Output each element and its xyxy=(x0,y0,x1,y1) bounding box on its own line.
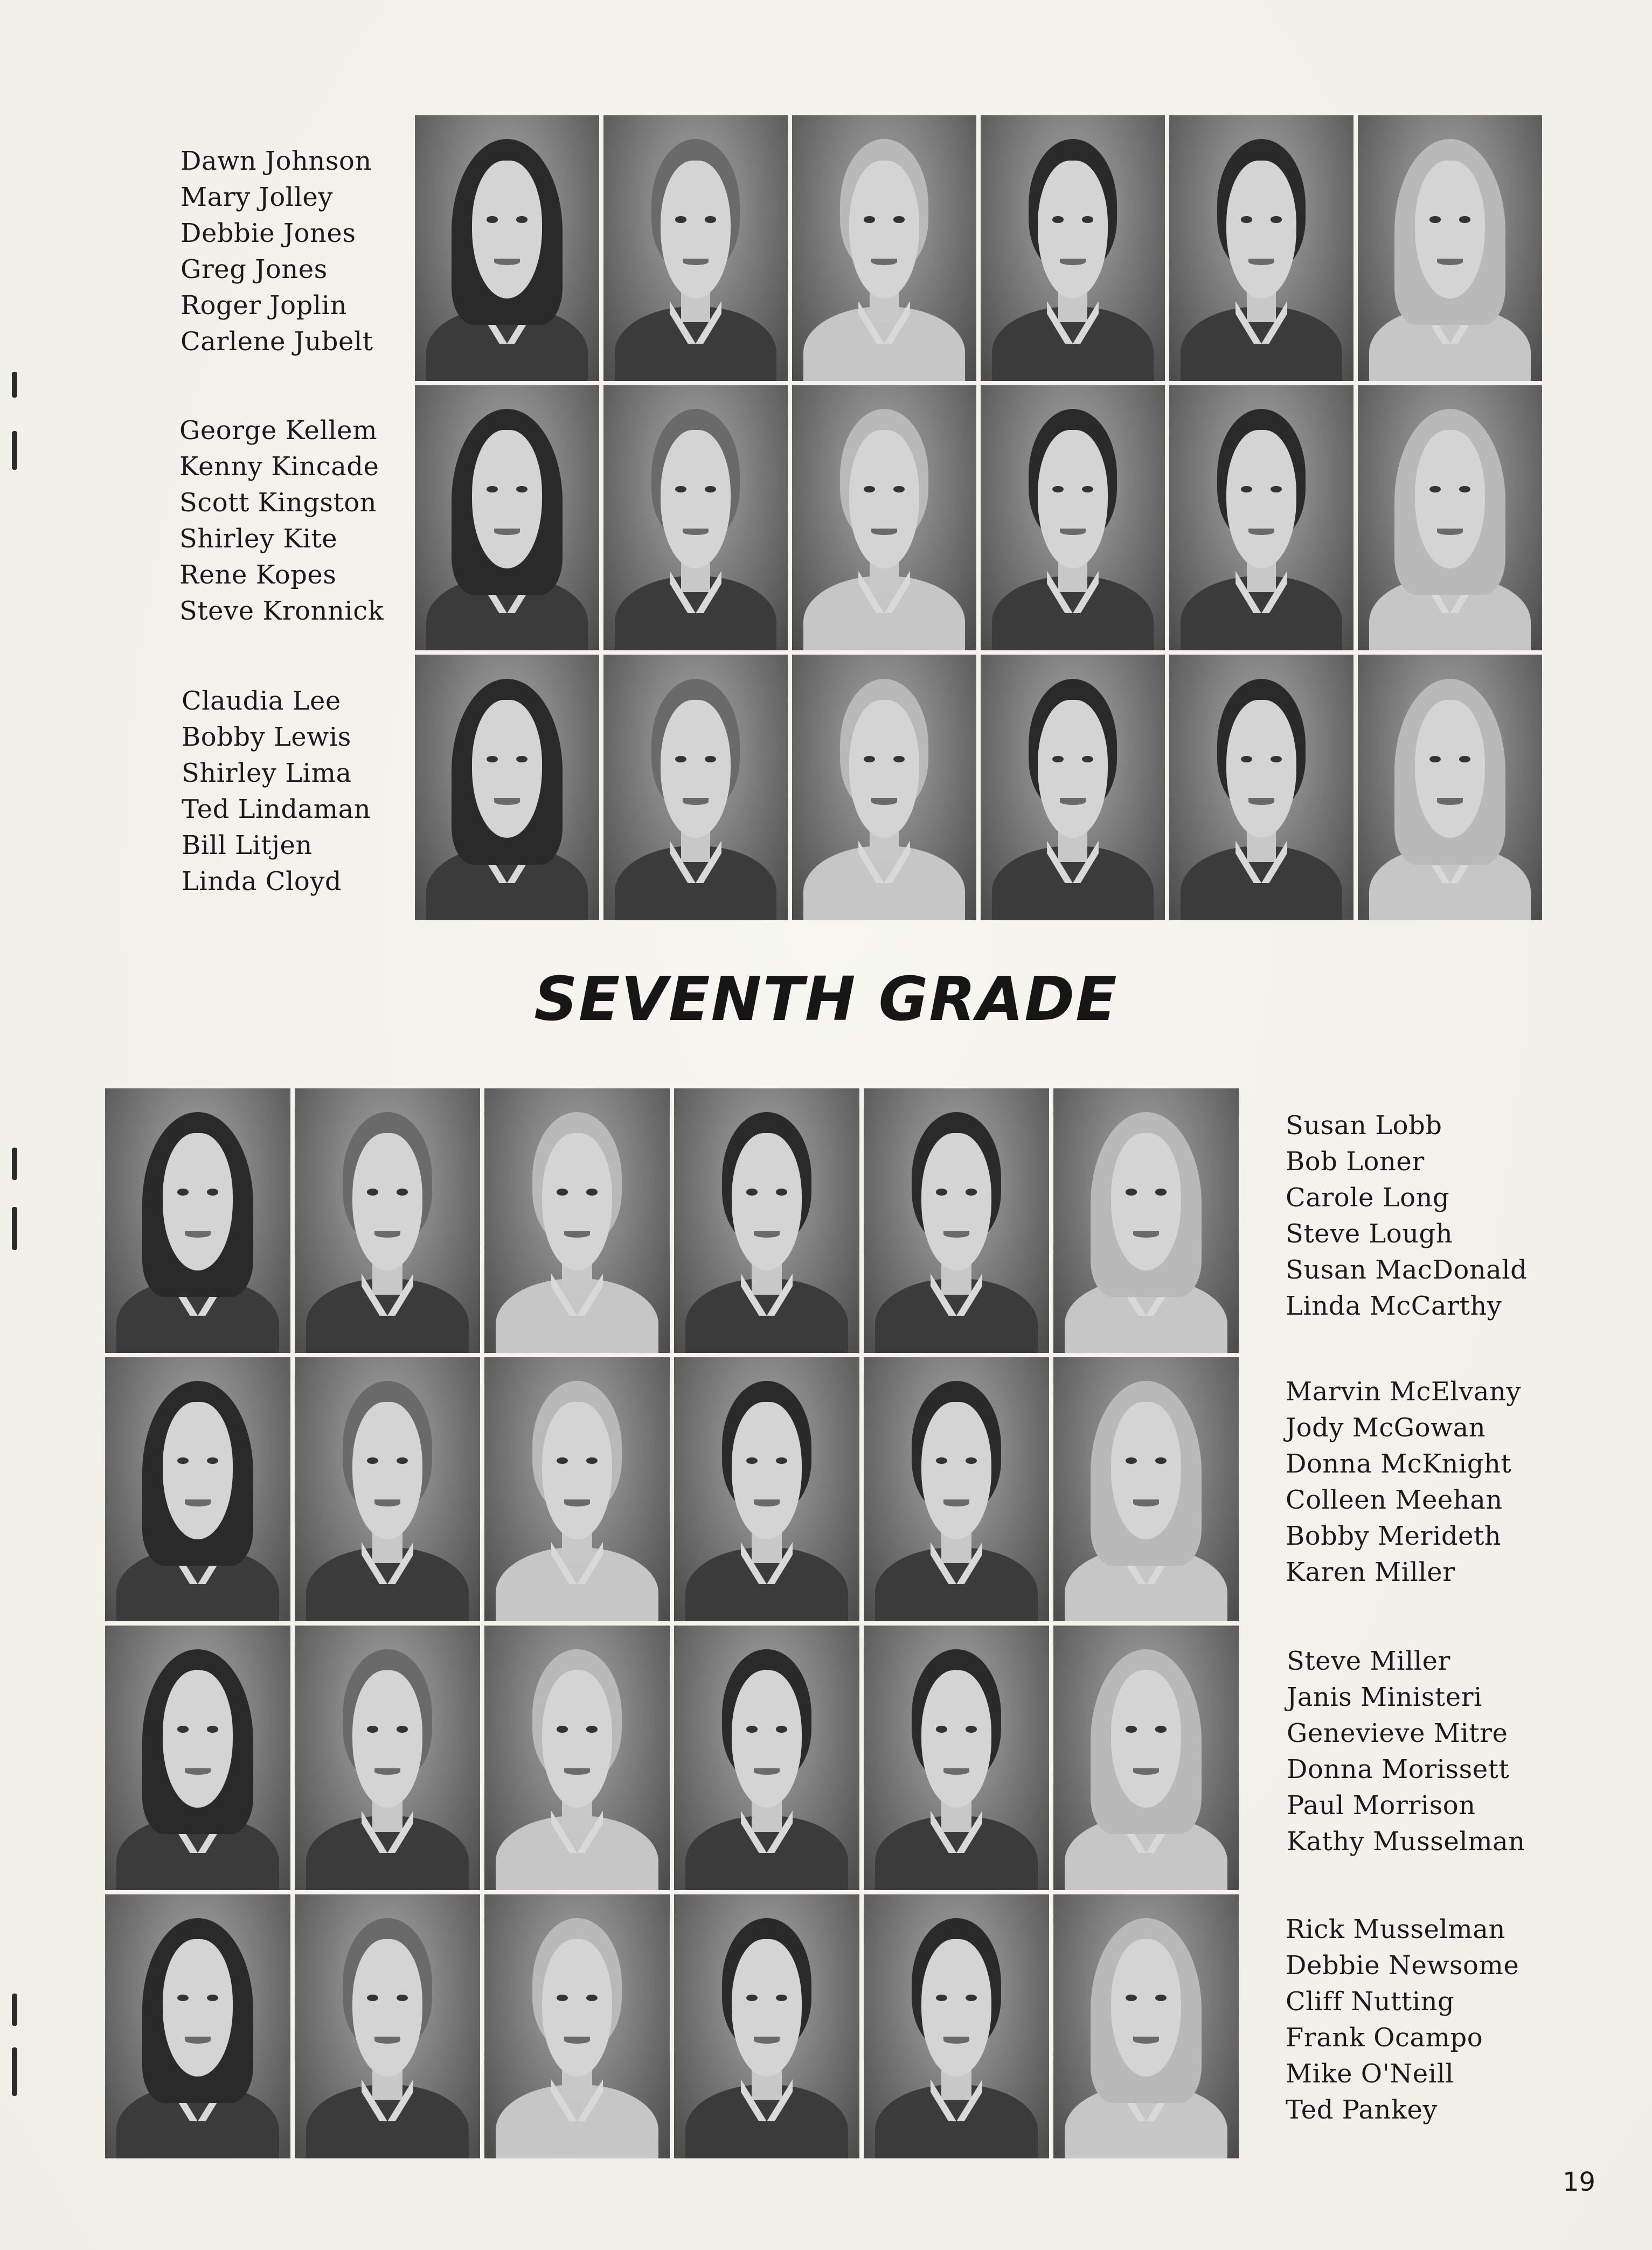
name-list-top-2 xyxy=(179,413,384,629)
name-list-bottom-2 xyxy=(1286,1374,1521,1591)
staple-mark xyxy=(12,431,17,470)
student-name: Rene Kopes xyxy=(179,560,337,590)
student-name: Dawn Johnson xyxy=(181,146,372,176)
student-portrait xyxy=(105,1894,290,2159)
student-name: Ted Pankey xyxy=(1286,2095,1438,2125)
student-portrait xyxy=(1169,115,1353,381)
student-name: Steve Kronnick xyxy=(179,596,384,626)
student-name: Paul Morrison xyxy=(1287,1790,1476,1821)
student-name: Bobby Merideth xyxy=(1286,1521,1502,1551)
student-portrait xyxy=(1053,1626,1239,1890)
student-portrait xyxy=(1169,655,1353,920)
student-name: Scott Kingston xyxy=(179,488,377,518)
student-portrait xyxy=(295,1088,480,1353)
student-name: Mary Jolley xyxy=(181,182,333,212)
staple-mark xyxy=(12,1148,17,1180)
student-name: Steve Miller xyxy=(1287,1646,1450,1676)
student-name: Marvin McElvany xyxy=(1286,1377,1522,1407)
student-portrait xyxy=(1053,1088,1239,1353)
student-portrait xyxy=(1053,1357,1239,1622)
student-name: Frank Ocampo xyxy=(1286,2023,1483,2053)
student-name: Bob Loner xyxy=(1286,1147,1425,1177)
student-name: Bobby Lewis xyxy=(182,722,351,752)
student-portrait xyxy=(603,115,788,381)
student-name: Steve Lough xyxy=(1286,1219,1453,1249)
student-portrait xyxy=(603,385,788,651)
student-name: Bill Litjen xyxy=(182,830,313,860)
student-portrait xyxy=(981,115,1165,381)
student-name: Linda Cloyd xyxy=(182,866,342,897)
student-portrait xyxy=(1358,655,1542,920)
student-portrait xyxy=(1169,385,1353,651)
section-title: SEVENTH GRADE xyxy=(534,964,1118,1034)
name-list-bottom-1 xyxy=(1286,1108,1527,1324)
student-portrait xyxy=(864,1357,1049,1622)
student-portrait xyxy=(484,1626,670,1890)
student-portrait xyxy=(674,1894,859,2159)
student-portrait xyxy=(674,1357,859,1622)
student-name: Greg Jones xyxy=(181,254,328,284)
student-name: Carlene Jubelt xyxy=(181,327,373,357)
student-name: Roger Joplin xyxy=(181,290,347,321)
student-portrait xyxy=(484,1088,670,1353)
student-portrait xyxy=(792,655,976,920)
student-portrait xyxy=(864,1626,1049,1890)
student-name: Kathy Musselman xyxy=(1287,1827,1525,1857)
student-portrait xyxy=(603,655,788,920)
student-name: Cliff Nutting xyxy=(1286,1987,1455,2017)
student-name: Ted Lindaman xyxy=(182,794,371,824)
student-name: Janis Ministeri xyxy=(1287,1682,1482,1712)
student-name: Colleen Meehan xyxy=(1286,1485,1503,1515)
name-list-bottom-3 xyxy=(1287,1643,1525,1860)
student-portrait xyxy=(295,1626,480,1890)
student-portrait xyxy=(105,1357,290,1622)
student-portrait xyxy=(981,655,1165,920)
photo-grid-bottom xyxy=(105,1088,1239,2158)
student-portrait xyxy=(415,115,599,381)
student-name: Jody McGowan xyxy=(1286,1413,1486,1443)
student-portrait xyxy=(105,1088,290,1353)
student-portrait xyxy=(295,1894,480,2159)
student-portrait xyxy=(1053,1894,1239,2159)
student-name: Donna Morissett xyxy=(1287,1754,1510,1784)
staple-mark xyxy=(12,2047,17,2096)
name-list-top-1 xyxy=(181,143,373,360)
student-name: Linda McCarthy xyxy=(1286,1291,1502,1321)
student-portrait xyxy=(484,1894,670,2159)
student-portrait xyxy=(674,1088,859,1353)
name-list-bottom-4 xyxy=(1286,1912,1519,2128)
student-name: Debbie Jones xyxy=(181,218,356,248)
student-portrait xyxy=(792,115,976,381)
student-name: Kenny Kincade xyxy=(179,452,379,482)
student-portrait xyxy=(981,385,1165,651)
student-portrait xyxy=(105,1626,290,1890)
student-portrait xyxy=(864,1088,1049,1353)
name-list-top-3 xyxy=(182,683,371,900)
page-number: 19 xyxy=(1563,2167,1596,2197)
student-portrait xyxy=(295,1357,480,1622)
student-portrait xyxy=(484,1357,670,1622)
student-portrait xyxy=(1358,385,1542,651)
student-name: Rick Musselman xyxy=(1286,1914,1505,1945)
student-name: Susan Lobb xyxy=(1286,1110,1442,1141)
student-portrait xyxy=(674,1626,859,1890)
student-name: George Kellem xyxy=(179,415,378,446)
student-name: Susan MacDonald xyxy=(1286,1255,1528,1285)
student-name: Claudia Lee xyxy=(182,686,341,716)
student-portrait xyxy=(792,385,976,651)
student-name: Donna McKnight xyxy=(1286,1449,1512,1479)
student-portrait xyxy=(415,655,599,920)
student-name: Shirley Lima xyxy=(182,758,352,788)
student-name: Karen Miller xyxy=(1286,1557,1455,1587)
staple-mark xyxy=(12,372,17,398)
photo-grid-top xyxy=(415,115,1542,920)
student-name: Mike O'Neill xyxy=(1286,2059,1454,2089)
staple-mark xyxy=(12,1207,17,1250)
student-name: Genevieve Mitre xyxy=(1287,1718,1508,1748)
student-portrait xyxy=(864,1894,1049,2159)
student-name: Debbie Newsome xyxy=(1286,1950,1519,1981)
student-name: Shirley Kite xyxy=(179,524,338,554)
student-portrait xyxy=(415,385,599,651)
staple-mark xyxy=(12,1994,17,2026)
student-portrait xyxy=(1358,115,1542,381)
student-name: Carole Long xyxy=(1286,1183,1450,1213)
